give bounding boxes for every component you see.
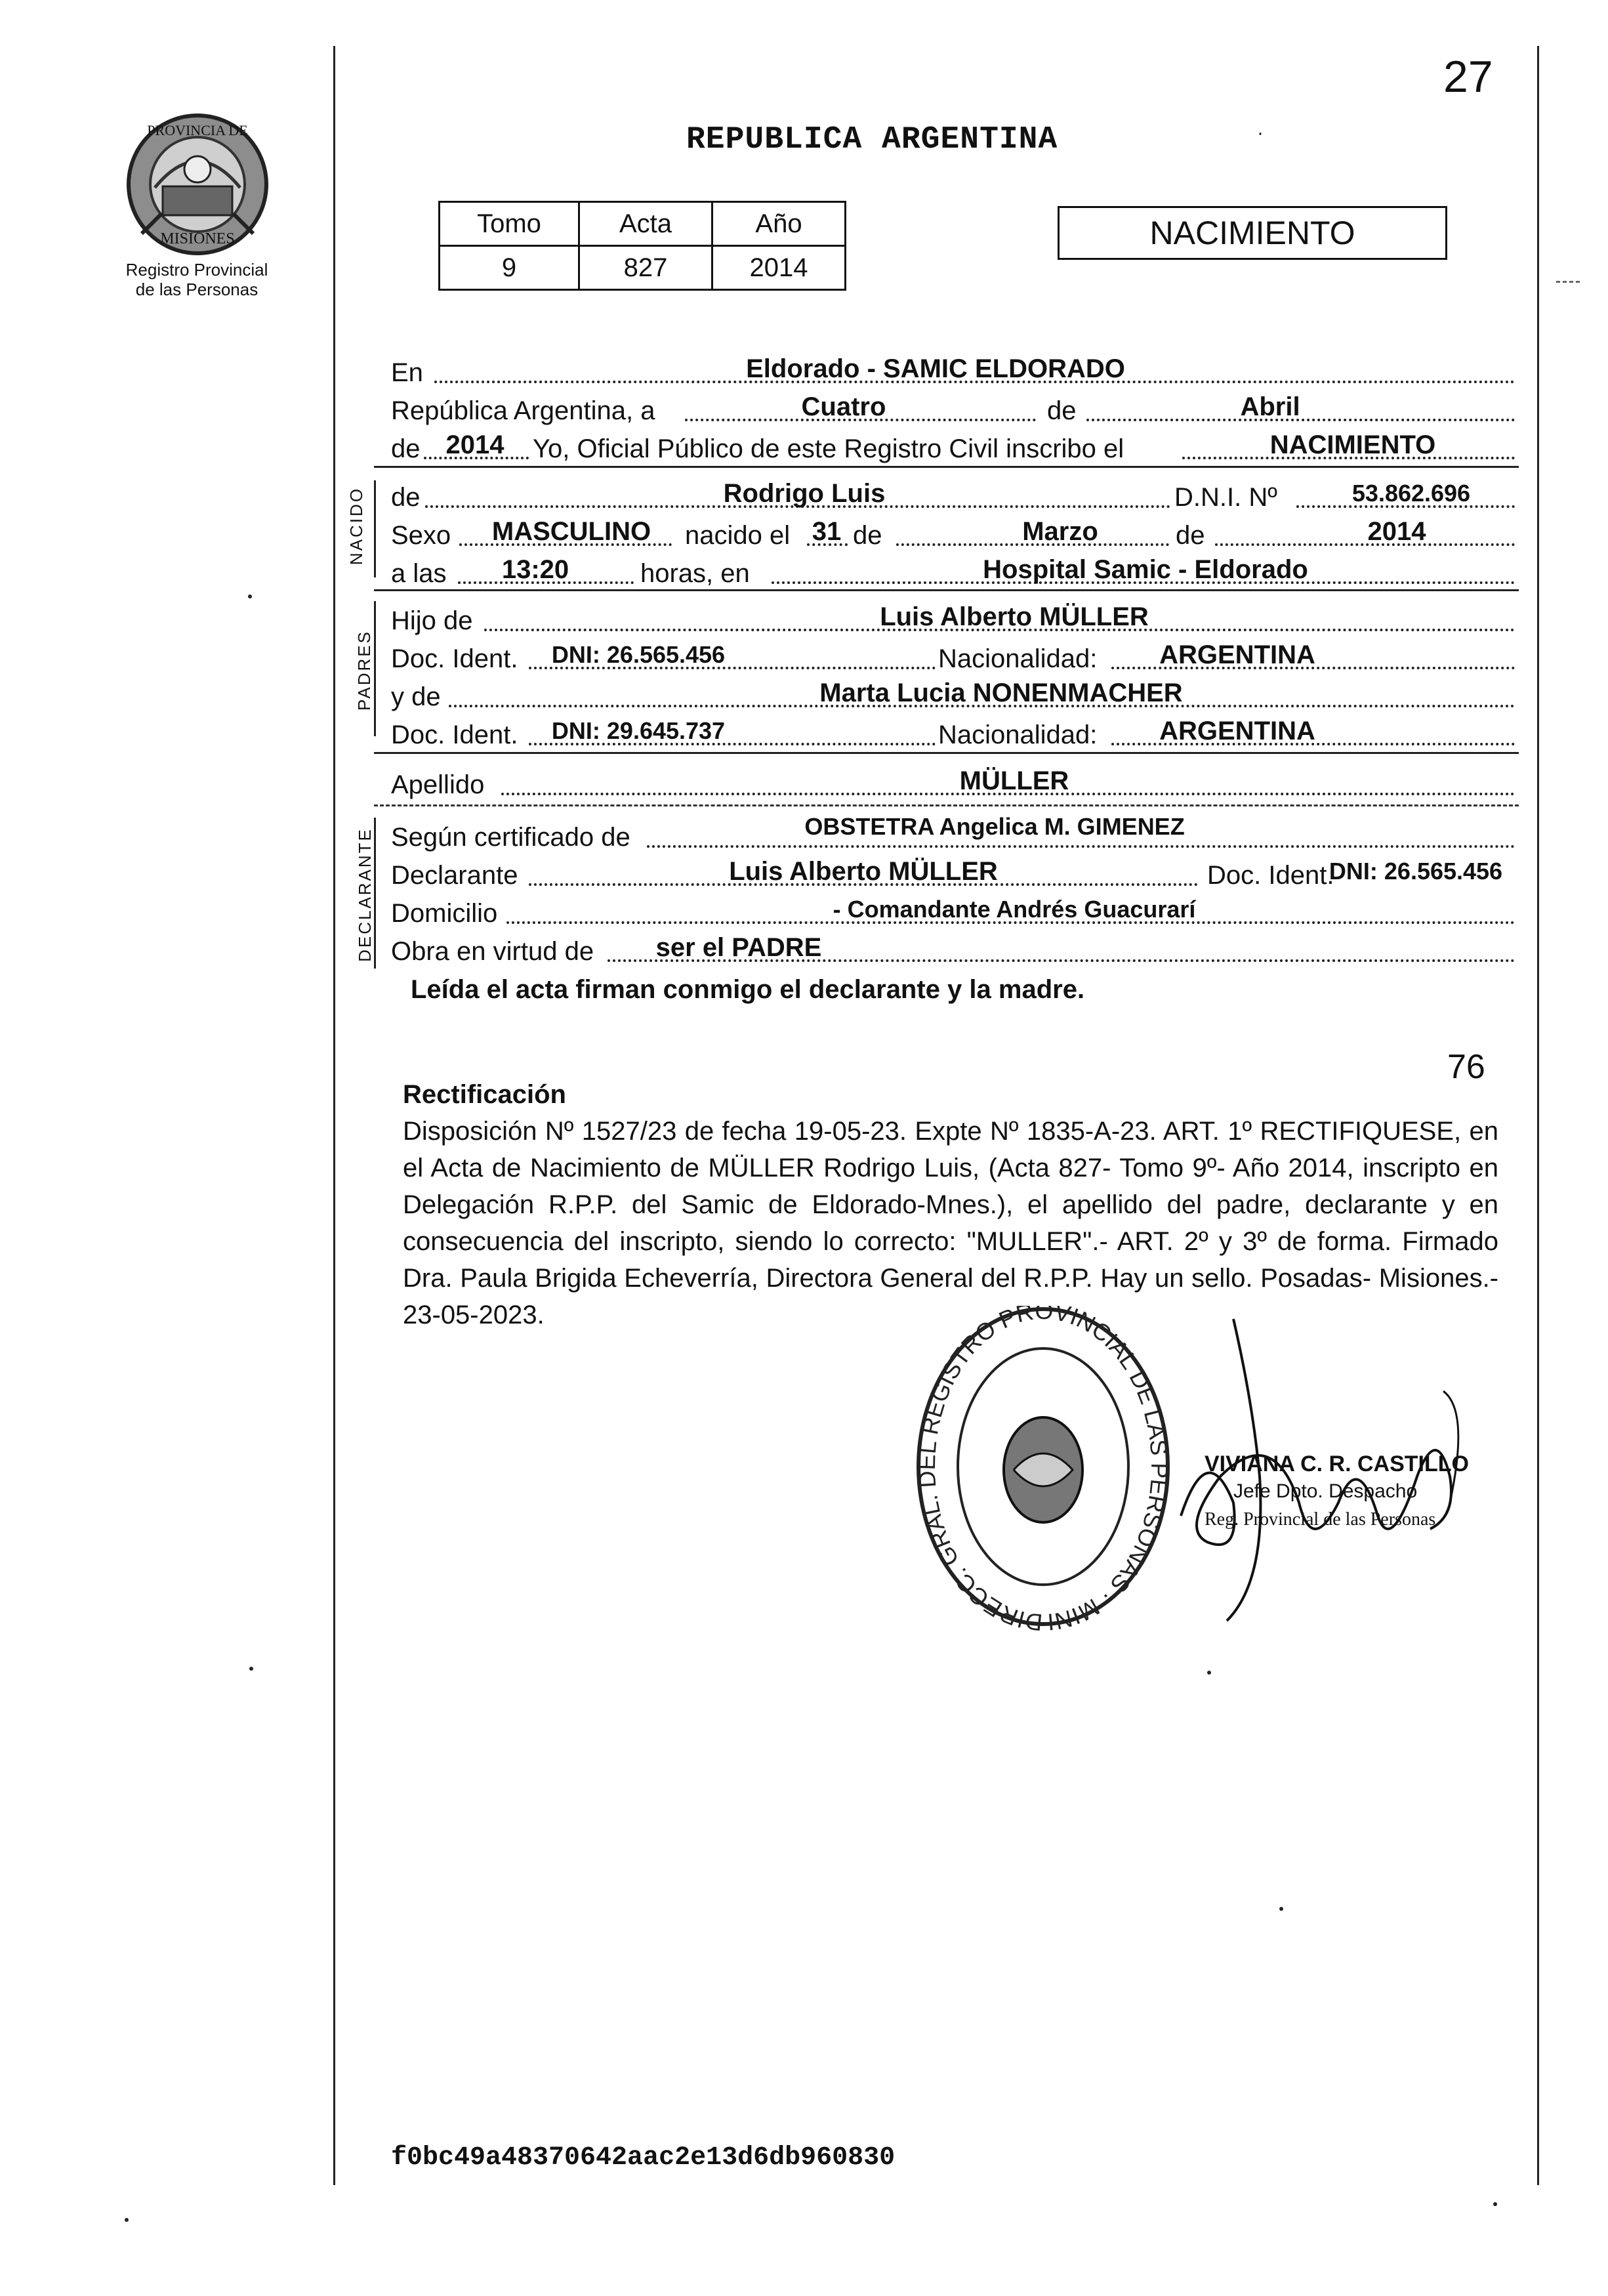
signer-org: Reg. Provincial de las Personas <box>1205 1509 1436 1530</box>
table-header-acta: Acta <box>579 202 712 246</box>
closing-line: Leída el acta firman conmigo el declarante y la madre. <box>411 975 1085 1004</box>
nacido-dni-value: 53.862.696 <box>1351 480 1471 507</box>
hora-value: 13:20 <box>501 555 569 584</box>
scan-speck <box>1279 1907 1283 1911</box>
nacido-de-label: de <box>391 483 421 512</box>
seal-icon <box>122 109 273 260</box>
inscribo-label: Yo, Oficial Público de este Registro Civil inscribo el <box>533 434 1124 463</box>
inscribo-value: NACIMIENTO <box>1269 430 1436 459</box>
rectificacion-title: Rectificación <box>403 1080 566 1109</box>
document-hash: f0bc49a48370642aac2e13d6db960830 <box>391 2143 896 2173</box>
domicilio-label: Domicilio <box>391 899 498 928</box>
declarante-value: Luis Alberto MÜLLER <box>729 857 998 886</box>
table-header-tomo: Tomo <box>440 202 579 246</box>
padres-bracket <box>374 601 376 736</box>
declarante-label: Declarante <box>391 861 518 890</box>
official-stamp <box>905 1306 1181 1660</box>
left-margin-rule <box>333 46 335 2185</box>
scan-speck <box>1207 1671 1211 1675</box>
domicilio-value: - Comandante Andrés Guacurarí <box>833 896 1196 923</box>
svg-text:MISIONES: MISIONES <box>160 230 235 247</box>
row-republica <box>391 390 1516 424</box>
nacimiento-mes-value: Marzo <box>1022 517 1098 546</box>
padre-value: Luis Alberto MÜLLER <box>880 602 1149 631</box>
apellido-label: Apellido <box>391 770 485 799</box>
country-title: REPUBLICA ARGENTINA <box>686 122 1058 157</box>
nacimiento-dia-value: 31 <box>812 517 842 546</box>
scan-speck <box>249 1667 253 1671</box>
page-number: 27 <box>1443 52 1493 102</box>
anio-value: 2014 <box>445 430 505 459</box>
row-sexo <box>391 514 1516 549</box>
table-value-acta: 827 <box>579 246 712 290</box>
de-anio-label: de <box>391 434 421 463</box>
record-type-box: NACIMIENTO <box>1058 206 1447 260</box>
lugar-value: Hospital Samic - Eldorado <box>983 555 1308 584</box>
madre-doc-value: DNI: 29.645.737 <box>551 717 726 744</box>
horas-en-label: horas, en <box>640 559 750 588</box>
madre-nacionalidad-label: Nacionalidad: <box>938 720 1098 749</box>
register-table <box>438 201 846 291</box>
nacimiento-de-label: de <box>853 521 882 550</box>
table-value-anio: 2014 <box>712 246 846 290</box>
hijo-de-label: Hijo de <box>391 606 473 635</box>
padres-section-label: PADRES <box>354 630 374 711</box>
section-divider <box>374 752 1519 754</box>
logo-caption <box>98 260 295 299</box>
row-hijo-de <box>391 600 1516 634</box>
nacido-el-label: nacido el <box>685 521 791 550</box>
apellido-value: MÜLLER <box>959 766 1069 795</box>
row-hora <box>391 553 1516 587</box>
y-de-label: y de <box>391 682 441 711</box>
padre-nacionalidad-label: Nacionalidad: <box>938 644 1098 673</box>
nacido-name-value: Rodrigo Luis <box>723 479 886 508</box>
svg-text:DIRECC. GRAL. DEL REGISTRO PRO: DIRECC. GRAL. DEL REGISTRO PROVINCIAL DE LAS PERSONAS · MINI <box>913 1306 1174 1637</box>
signer-name: VIVIANA C. R. CASTILLO <box>1205 1451 1469 1476</box>
declarante-doc-value: DNI: 26.565.456 <box>1329 858 1503 885</box>
row-domicilio <box>391 892 1516 927</box>
declarante-doc-label: Doc. Ident. <box>1207 861 1334 890</box>
table-value-tomo: 9 <box>440 246 579 290</box>
section-divider <box>374 804 1519 806</box>
obra-value: ser el PADRE <box>655 933 822 962</box>
republica-label: República Argentina, a <box>391 396 655 425</box>
dni-label: D.N.I. Nº <box>1174 483 1277 512</box>
rectificacion-body: Disposición Nº 1527/23 de fecha 19-05-23. Expte Nº 1835-A-23. ART. 1º RECTIFIQUESE, en el Acta de Nacimiento de MÜLLER Rodrigo Luis, (Acta 827- Tomo 9º- Año 2014, inscripto en Delegación R.P.P. del Samic de Eldorado-Mnes.), el apellido del padre, declarante y en consecuencia del inscripto, siendo lo correcto: "MULLER".- ART. 2º y 3º de forma. Firmado Dra. Paula Brigida Echeverría, Directora General del R.P.P. Hay un sello. Posadas- Misiones.- 23-05-2023. <box>403 1117 1498 1329</box>
padre-doc-value: DNI: 26.565.456 <box>551 641 726 668</box>
rectificacion-number: 76 <box>1447 1048 1485 1086</box>
nacido-bracket <box>374 480 376 577</box>
mes-value: Abril <box>1240 392 1300 421</box>
svg-text:PROVINCIA DE: PROVINCIA DE <box>147 122 248 138</box>
row-en <box>391 352 1516 386</box>
nacimiento-anio-value: 2014 <box>1367 517 1426 546</box>
segun-label: Según certificado de <box>391 823 630 852</box>
segun-value: OBSTETRA Angelica M. GIMENEZ <box>804 813 1185 840</box>
padre-doc-label: Doc. Ident. <box>391 644 518 673</box>
declarante-section-label: DECLARANTE <box>354 827 375 962</box>
logo-caption-line1: Registro Provincial <box>125 260 268 280</box>
section-divider <box>374 466 1519 468</box>
provincial-seal-logo <box>122 109 273 260</box>
en-value: Eldorado - SAMIC ELDORADO <box>746 354 1125 383</box>
row-segun <box>391 813 1516 852</box>
a-las-label: a las <box>391 559 447 588</box>
right-margin-rule <box>1537 46 1539 2185</box>
nacido-section-label: NACIDO <box>346 486 367 566</box>
sexo-label: Sexo <box>391 521 451 550</box>
row-declarante <box>391 854 1516 888</box>
row-anio <box>391 428 1516 462</box>
nacimiento-de-label-2: de <box>1176 521 1205 550</box>
scan-speck <box>125 2218 129 2222</box>
row-obra <box>391 930 1516 965</box>
dia-value: Cuatro <box>801 392 886 421</box>
madre-nacionalidad-value: ARGENTINA <box>1159 717 1315 745</box>
row-y-de <box>391 676 1516 710</box>
declarante-bracket <box>374 818 376 969</box>
section-divider <box>374 589 1519 591</box>
madre-value: Marta Lucia NONENMACHER <box>819 678 1183 707</box>
de-label: de <box>1047 396 1077 425</box>
padre-nacionalidad-value: ARGENTINA <box>1159 640 1315 669</box>
table-header-anio: Año <box>712 202 846 246</box>
logo-caption-line2: de las Personas <box>135 280 258 299</box>
right-edge-tick <box>1556 281 1580 283</box>
stamp-seal-icon <box>905 1306 1181 1660</box>
row-nacido-name <box>391 476 1516 511</box>
madre-doc-label: Doc. Ident. <box>391 720 518 749</box>
en-label: En <box>391 358 423 387</box>
signer-title: Jefe Dpto. Despacho <box>1233 1480 1418 1502</box>
obra-label: Obra en virtud de <box>391 937 594 966</box>
row-madre-doc <box>391 714 1516 748</box>
sexo-value: MASCULINO <box>491 517 651 546</box>
title-mark: · <box>1257 122 1264 144</box>
scan-speck <box>248 595 252 598</box>
scan-speck <box>1493 2202 1497 2206</box>
row-apellido <box>391 764 1516 798</box>
row-padre-doc <box>391 638 1516 672</box>
